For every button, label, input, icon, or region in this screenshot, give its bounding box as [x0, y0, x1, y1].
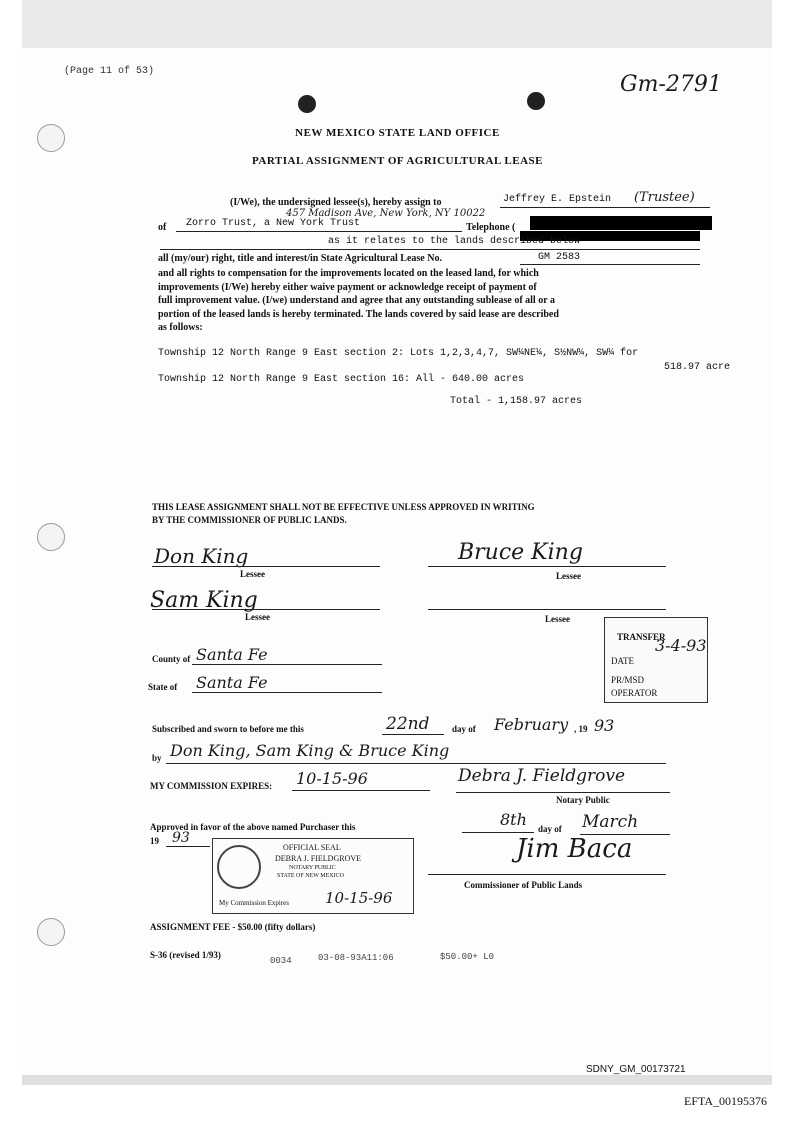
stamp-transfer-label: TRANSFER	[617, 632, 666, 642]
lessee-label: Lessee	[245, 612, 270, 622]
lands-total: Total - 1,158.97 acres	[450, 396, 583, 407]
assignee-line	[500, 207, 710, 208]
receipt-number: 0034	[270, 956, 292, 966]
stamp-date-value: 3-4-93	[655, 636, 707, 655]
county-line	[192, 664, 382, 665]
lands-line-2: Township 12 North Range 9 East section 16: All - 640.00 acres	[158, 374, 525, 385]
body-line: portion of the leased lands is hereby terminated. The lands covered by said lease are described	[158, 308, 559, 320]
seal-expires-value: 10-15-96	[325, 889, 393, 907]
form-title: PARTIAL ASSIGNMENT OF AGRICULTURAL LEASE	[251, 155, 544, 167]
seal-expires-label: My Commission Expires	[219, 899, 290, 907]
official-notary-seal	[212, 838, 414, 914]
commission-line	[292, 790, 430, 791]
lessee-label: Lessee	[240, 569, 265, 579]
scan-bottom-band	[22, 1075, 772, 1085]
page-marker: (Page 11 of 53)	[64, 66, 155, 77]
right-title-text: all (my/our) right, title and interest/in State Agricultural Lease No.	[158, 253, 442, 264]
efta-number: EFTA_00195376	[684, 1094, 768, 1108]
year-prefix: , 19	[574, 724, 588, 734]
approved-day: 8th	[500, 810, 527, 829]
stamp-date-label: DATE	[611, 656, 634, 666]
approval-notice-2: BY THE COMMISSIONER OF PUBLIC LANDS.	[152, 515, 347, 525]
of-value: Zorro Trust, a New York Trust	[186, 218, 361, 229]
day-line	[382, 734, 444, 735]
bates-number: SDNY_GM_00173721	[586, 1064, 686, 1075]
body-line: full improvement value. (I/we) understand and agree that any outstanding sublease of all or a	[158, 295, 555, 307]
assignee-note: (Trustee)	[634, 190, 695, 205]
approved-day-line	[462, 832, 534, 833]
receipt-amount: $50.00+ L0	[440, 952, 495, 962]
by-label: by	[152, 753, 162, 763]
seal-line-1: OFFICIAL SEAL	[283, 843, 341, 852]
lease-number: GM 2583	[538, 252, 581, 263]
punch-hole	[37, 918, 65, 946]
transfer-stamp	[604, 617, 708, 703]
lessee-signature: Sam King	[150, 588, 258, 613]
body-paragraph	[158, 267, 703, 335]
file-number: Gm-2791	[620, 72, 722, 97]
commission-label: MY COMMISSION EXPIRES:	[150, 781, 273, 791]
state-value: Santa Fe	[196, 673, 268, 692]
seal-line-2: DEBRA J. FIELDGROVE	[275, 854, 362, 863]
commissioner-label: Commissioner of Public Lands	[464, 880, 583, 890]
office-title: NEW MEXICO STATE LAND OFFICE	[295, 127, 500, 139]
subscribed-label: Subscribed and sworn to before me this	[152, 724, 304, 734]
body-line: as follows:	[158, 322, 203, 334]
assignee-address: 457 Madison Ave, New York, NY 10022	[286, 208, 486, 219]
assignment-fee: ASSIGNMENT FEE - $50.00 (fifty dollars)	[150, 922, 316, 932]
stamp-processed-label: PR/MSD	[611, 675, 645, 685]
body-line: improvements (I/We) hereby either waive payment or acknowledge receipt of payment of	[158, 281, 537, 293]
approved-day-of-label: day of	[538, 824, 562, 834]
by-line	[166, 763, 666, 764]
approval-notice-1: THIS LEASE ASSIGNMENT SHALL NOT BE EFFECTIVE UNLESS APPROVED IN WRITING	[152, 502, 535, 512]
approved-year-prefix: 19	[150, 836, 159, 846]
seal-line-4: STATE OF NEW MEXICO	[277, 873, 344, 879]
relates-text: as it relates to the lands described below	[328, 236, 581, 247]
telephone-label: Telephone (	[466, 222, 516, 233]
lands-acres-1: 518.97 acre	[664, 362, 731, 373]
day-of-label: day of	[452, 724, 476, 734]
lessee-line	[428, 609, 666, 610]
approved-label: Approved in favor of the above named Purchaser this	[150, 822, 356, 832]
of-label: of	[158, 222, 167, 233]
seal-blot-icon	[527, 92, 545, 110]
commission-value: 10-15-96	[296, 769, 368, 788]
redaction-bar	[530, 216, 712, 230]
approved-month: March	[582, 812, 639, 832]
lessee-line	[428, 566, 666, 567]
form-number: S-36 (revised 1/93)	[150, 950, 221, 960]
county-value: Santa Fe	[196, 645, 268, 664]
seal-emblem-icon	[217, 845, 261, 889]
lessee-label: Lessee	[556, 571, 581, 581]
state-line	[192, 692, 382, 693]
receipt-date: 03-08-93A11:06	[318, 953, 394, 963]
state-label: State of	[148, 682, 178, 692]
lessee-line	[152, 609, 380, 610]
county-label: County of	[152, 654, 191, 664]
lessee-label: Lessee	[545, 614, 570, 624]
lessee-signature: Don King	[154, 544, 249, 568]
commissioner-line	[428, 874, 666, 875]
lessee-signature: Bruce King	[458, 540, 583, 565]
relates-line	[160, 249, 700, 250]
notary-signature: Debra J. Fieldgrove	[458, 766, 626, 786]
notary-line	[456, 792, 670, 793]
lease-line	[520, 264, 700, 265]
punch-hole	[37, 523, 65, 551]
approved-year: 93	[172, 830, 190, 846]
assign-intro: (I/We), the undersigned lessee(s), hereby assign to	[230, 197, 442, 208]
assignee-name: Jeffrey E. Epstein	[503, 194, 612, 205]
seal-line-3: NOTARY PUBLIC	[289, 865, 336, 871]
by-value: Don King, Sam King & Bruce King	[170, 741, 450, 760]
subscribed-month: February	[494, 715, 569, 734]
body-line: and all rights to compensation for the improvements located on the leased land, for which	[158, 268, 539, 279]
notary-label: Notary Public	[556, 795, 610, 805]
commissioner-signature: Jim Baca	[516, 834, 633, 864]
of-line	[176, 231, 462, 232]
subscribed-year: 93	[594, 716, 615, 735]
scan-top-band	[22, 0, 772, 48]
seal-blot-icon	[298, 95, 316, 113]
lessee-line	[152, 566, 380, 567]
subscribed-day: 22nd	[386, 714, 430, 734]
stamp-operator-label: OPERATOR	[611, 688, 658, 698]
approved-year-line	[166, 846, 210, 847]
lands-line-1: Township 12 North Range 9 East section 2: Lots 1,2,3,4,7, SW¼NE¼, S½NW¼, SW¼ for	[158, 348, 639, 359]
